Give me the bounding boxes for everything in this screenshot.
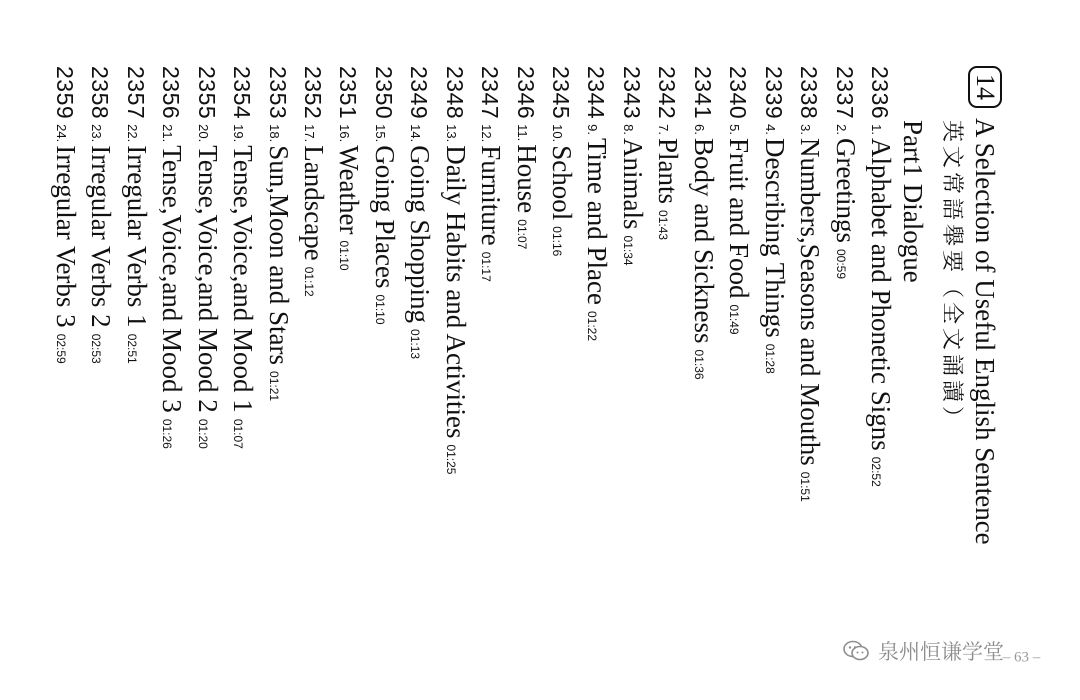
track-entry <box>223 66 258 502</box>
track-title: Tense,Voice,and Mood 2 <box>192 145 223 413</box>
track-duration: 01:28 <box>762 343 777 374</box>
track-title: Plants <box>653 138 684 205</box>
track-index: 20. <box>195 124 211 143</box>
track-title: Furniture <box>476 145 507 246</box>
track-code: 2353 <box>264 66 291 120</box>
track-duration: 01:34 <box>620 235 635 266</box>
track-entry <box>790 66 825 502</box>
track-code: 2343 <box>618 66 645 120</box>
track-duration: 01:10 <box>372 294 387 325</box>
track-duration: 01:26 <box>160 418 175 449</box>
track-index: 18. <box>266 124 282 143</box>
track-entry <box>258 66 293 502</box>
track-entry <box>754 66 789 502</box>
track-title: Going Places <box>369 145 400 289</box>
track-entry <box>613 66 648 502</box>
page-number: – 63 – <box>1002 649 1041 666</box>
track-code: 2337 <box>831 66 858 120</box>
track-duration: 02:51 <box>124 333 139 364</box>
track-code: 2338 <box>796 66 823 120</box>
track-entry <box>400 66 435 502</box>
track-title: Greetings <box>830 138 861 243</box>
track-code: 2357 <box>122 66 149 120</box>
track-index: 13. <box>443 124 459 143</box>
track-index: 14. <box>408 124 424 143</box>
track-index: 15. <box>372 124 388 143</box>
track-duration: 01:51 <box>798 471 813 502</box>
track-title: Weather <box>334 145 365 235</box>
track-list <box>46 66 897 502</box>
track-index: 11. <box>514 124 530 142</box>
track-code: 2352 <box>300 66 326 120</box>
track-title: Time and Place <box>582 138 613 305</box>
track-code: 2351 <box>335 66 362 120</box>
track-code: 2356 <box>158 66 185 120</box>
track-duration: 01:07 <box>514 219 529 250</box>
track-code: 2340 <box>725 66 752 120</box>
track-code: 2349 <box>406 66 433 120</box>
track-title: Numbers,Seasons and Mouths <box>795 138 826 466</box>
track-code: 2348 <box>441 66 468 120</box>
track-index: 12. <box>479 124 495 143</box>
track-title: School <box>547 145 578 221</box>
track-duration: 01:36 <box>691 349 706 380</box>
section-number-badge: 14 <box>968 66 1002 108</box>
track-entry <box>648 66 683 502</box>
track-entry <box>506 66 541 502</box>
track-duration: 01:21 <box>266 371 281 402</box>
track-duration: 00:59 <box>833 248 848 280</box>
track-duration: 01:25 <box>443 444 458 475</box>
track-entry <box>152 66 187 502</box>
track-index: 19. <box>231 124 247 143</box>
track-code: 2345 <box>548 66 575 120</box>
track-title: Sun,Moon and Stars <box>263 145 294 366</box>
track-title: Describing Things <box>759 138 790 338</box>
track-index: 6. <box>691 124 707 136</box>
track-entry <box>471 66 506 502</box>
track-index: 1. <box>869 124 884 136</box>
track-title: Alphabet and Phonetic Signs <box>866 138 896 451</box>
track-duration: 02:52 <box>869 456 883 487</box>
track-entry <box>329 66 364 502</box>
track-code: 2359 <box>51 66 78 120</box>
track-code: 2354 <box>229 66 256 120</box>
track-entry <box>187 66 222 502</box>
track-duration: 01:07 <box>231 418 246 449</box>
track-duration: 01:17 <box>479 251 494 282</box>
track-title: Daily Habits and Activities <box>440 145 471 439</box>
track-entry <box>683 66 718 502</box>
track-index: 7. <box>656 124 672 136</box>
track-entry <box>719 66 754 502</box>
track-index: 17. <box>302 124 317 143</box>
wechat-icon <box>842 639 870 663</box>
track-title: Animals <box>617 138 648 230</box>
track-title: Tense,Voice,and Mood 1 <box>228 145 259 413</box>
track-index: 2. <box>833 124 849 136</box>
watermark <box>842 636 1004 666</box>
track-title: Irregular Verbs 3 <box>50 145 81 328</box>
track-title: Irregular Verbs 2 <box>86 145 117 328</box>
track-duration: 02:53 <box>89 333 104 364</box>
track-code: 2342 <box>654 66 681 120</box>
track-code: 2336 <box>867 66 893 120</box>
track-index: 5. <box>727 124 743 136</box>
track-entry <box>435 66 470 502</box>
track-index: 9. <box>585 124 601 136</box>
track-duration: 01:13 <box>408 329 423 360</box>
section-header <box>968 66 1002 545</box>
part-heading: Part1 Dialogue <box>898 120 928 283</box>
track-title: Fruit and Food <box>724 138 755 299</box>
track-duration: 01:49 <box>727 304 742 335</box>
track-entry <box>81 66 116 502</box>
track-title: House <box>511 144 542 214</box>
track-index: 8. <box>620 124 636 136</box>
track-title: Going Shopping <box>405 145 436 324</box>
watermark-text: 泉州恒谦学堂 <box>878 640 1004 664</box>
track-entry <box>861 66 896 502</box>
track-index: 21. <box>160 124 176 143</box>
track-entry <box>294 66 329 502</box>
track-duration: 01:16 <box>550 226 565 257</box>
track-title: Body and Sickness <box>688 138 719 344</box>
track-title: Irregular Verbs 1 <box>121 145 152 328</box>
track-code: 2347 <box>477 66 504 120</box>
track-code: 2344 <box>583 66 610 120</box>
track-index: 3. <box>798 124 814 136</box>
track-code: 2358 <box>87 66 114 120</box>
track-entry <box>46 66 81 502</box>
track-index: 16. <box>337 124 353 143</box>
track-duration: 01:10 <box>337 240 352 271</box>
track-index: 23. <box>89 124 105 143</box>
section-subtitle: 英文常語舉要（全文誦讀） <box>939 120 964 433</box>
track-code: 2339 <box>760 66 787 120</box>
track-duration: 01:22 <box>585 311 600 342</box>
track-duration: 02:59 <box>53 333 68 364</box>
track-index: 24. <box>53 124 69 143</box>
track-index: 4. <box>762 124 778 136</box>
track-duration: 01:43 <box>656 210 671 241</box>
section-title: A Selection of Useful English Sentence <box>970 118 1000 545</box>
track-entry <box>542 66 577 502</box>
track-entry <box>116 66 151 502</box>
track-duration: 01:20 <box>195 418 210 449</box>
track-index: 22. <box>124 124 140 143</box>
track-code: 2355 <box>193 66 220 120</box>
track-entry <box>825 66 860 502</box>
track-code: 2346 <box>512 66 539 120</box>
track-entry <box>577 66 612 502</box>
track-entry <box>364 66 399 502</box>
track-code: 2341 <box>689 66 716 120</box>
track-title: Tense,Voice,and Mood 3 <box>157 145 188 413</box>
track-title: Landscape <box>299 145 329 261</box>
track-code: 2350 <box>370 66 397 120</box>
track-duration: 01:12 <box>302 266 316 297</box>
track-index: 10. <box>550 124 566 143</box>
